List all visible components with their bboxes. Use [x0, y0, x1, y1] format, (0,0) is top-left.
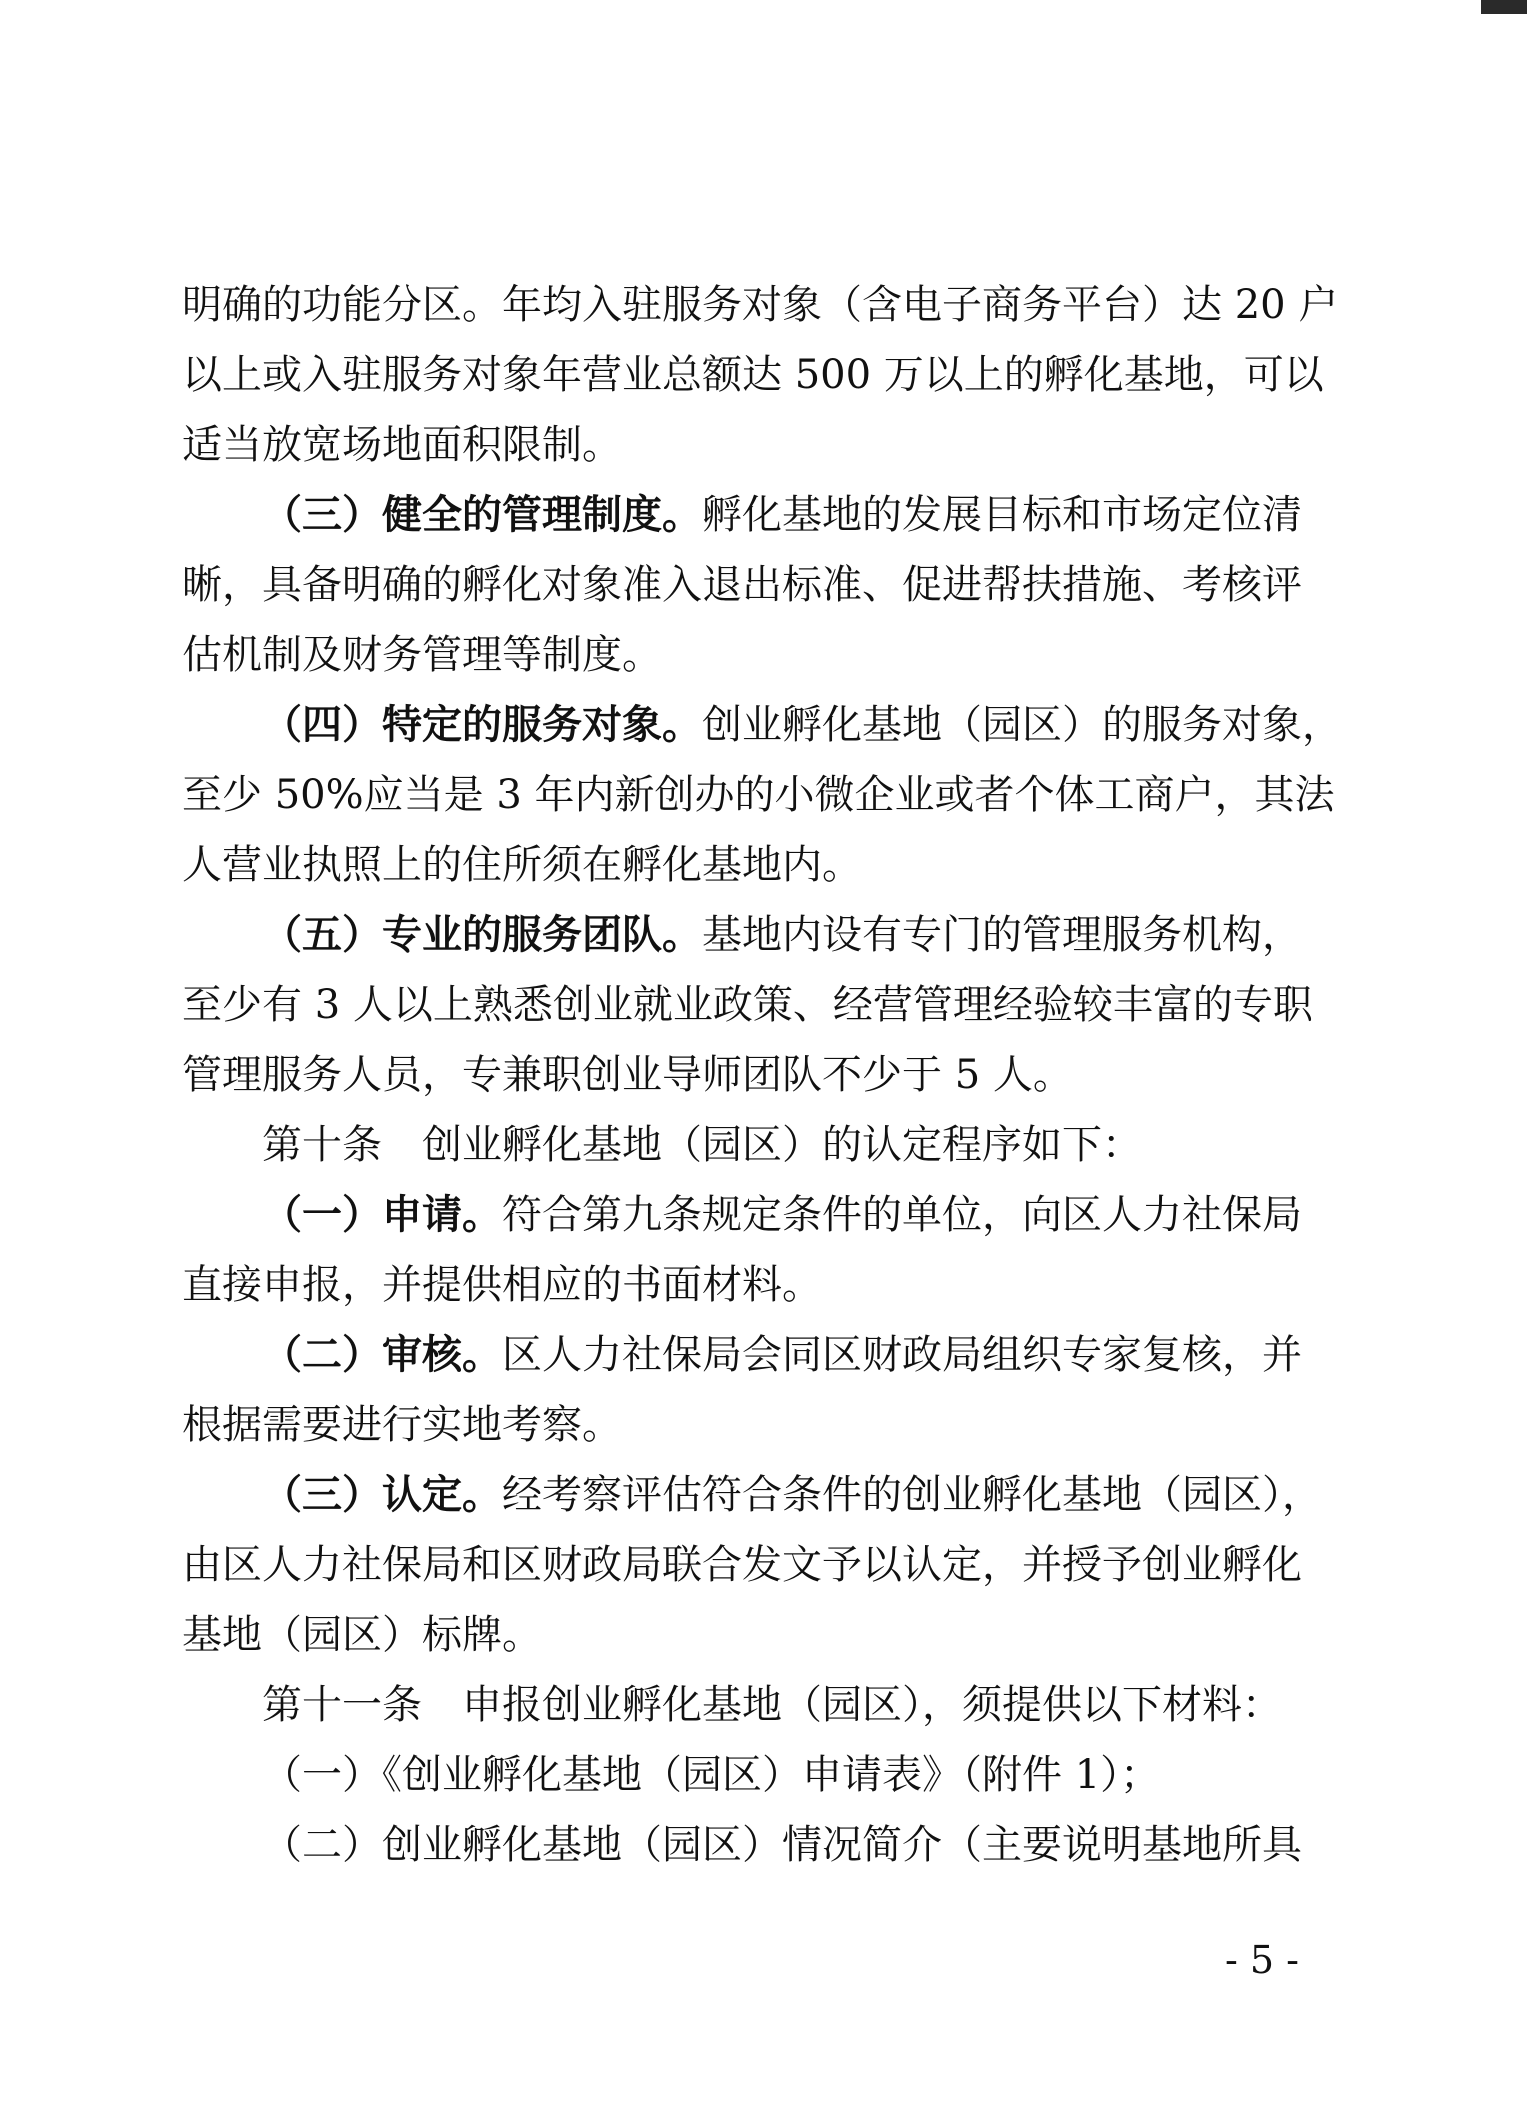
paragraph-first-line: [182, 480, 1302, 550]
clause-text: 区人力社保局会同区财政局组织专家复核，并: [502, 1332, 1302, 1378]
page-number: - 5 -: [1225, 1938, 1300, 1982]
paragraph-first-line: [182, 1460, 1322, 1530]
article-heading: 第十一条 申报创业孵化基地（园区），须提供以下材料：: [262, 1682, 1282, 1728]
paragraph-first-line: [182, 1180, 1302, 1250]
text-line: 根据需要进行实地考察。: [182, 1402, 622, 1448]
text-line: 晰，具备明确的孵化对象准入退出标准、促进帮扶措施、考核评: [182, 562, 1302, 608]
paragraph-first-line: [182, 1320, 1302, 1390]
text-line: 至少 50%应当是 3 年内新创办的小微企业或者个体工商户，其法: [182, 772, 1335, 818]
text-line: 直接申报，并提供相应的书面材料。: [182, 1262, 822, 1308]
scan-edge-mark: [1481, 0, 1527, 14]
article-heading: 第十条 创业孵化基地（园区）的认定程序如下：: [262, 1122, 1142, 1168]
clause-heading: （三）认定。: [262, 1471, 502, 1518]
clause-text: 基地内设有专门的管理服务机构，: [702, 912, 1302, 958]
clause-heading: （三）健全的管理制度。: [262, 491, 702, 538]
document-body: [182, 270, 1342, 1880]
clause-heading: （二）审核。: [262, 1331, 502, 1378]
clause-text: 符合第九条规定条件的单位，向区人力社保局: [502, 1192, 1302, 1238]
paragraph-first-line: [182, 690, 1342, 760]
text-line: 基地（园区）标牌。: [182, 1612, 542, 1658]
clause-heading: （四）特定的服务对象。: [262, 701, 702, 748]
text-line: 由区人力社保局和区财政局联合发文予以认定，并授予创业孵化: [182, 1542, 1302, 1588]
list-item: （一）《创业孵化基地（园区）申请表》（附件 1）；: [262, 1752, 1161, 1798]
clause-heading: （五）专业的服务团队。: [262, 911, 702, 958]
clause-text: 创业孵化基地（园区）的服务对象，: [702, 702, 1342, 748]
text-line: 人营业执照上的住所须在孵化基地内。: [182, 842, 862, 888]
text-line: 估机制及财务管理等制度。: [182, 632, 662, 678]
clause-text: 孵化基地的发展目标和市场定位清: [702, 492, 1302, 538]
clause-text: 经考察评估符合条件的创业孵化基地（园区），: [502, 1472, 1322, 1518]
text-line: 至少有 3 人以上熟悉创业就业政策、经营管理经验较丰富的专职: [182, 982, 1313, 1028]
clause-heading: （一）申请。: [262, 1191, 502, 1238]
list-item: （二）创业孵化基地（园区）情况简介（主要说明基地所具: [262, 1822, 1302, 1868]
text-line: 明确的功能分区。年均入驻服务对象（含电子商务平台）达 20 户: [182, 282, 1339, 328]
text-line: 以上或入驻服务对象年营业总额达 500 万以上的孵化基地，可以: [182, 352, 1324, 398]
text-line: 管理服务人员，专兼职创业导师团队不少于 5 人。: [182, 1052, 1073, 1098]
text-line: 适当放宽场地面积限制。: [182, 422, 622, 468]
paragraph-first-line: [182, 900, 1302, 970]
